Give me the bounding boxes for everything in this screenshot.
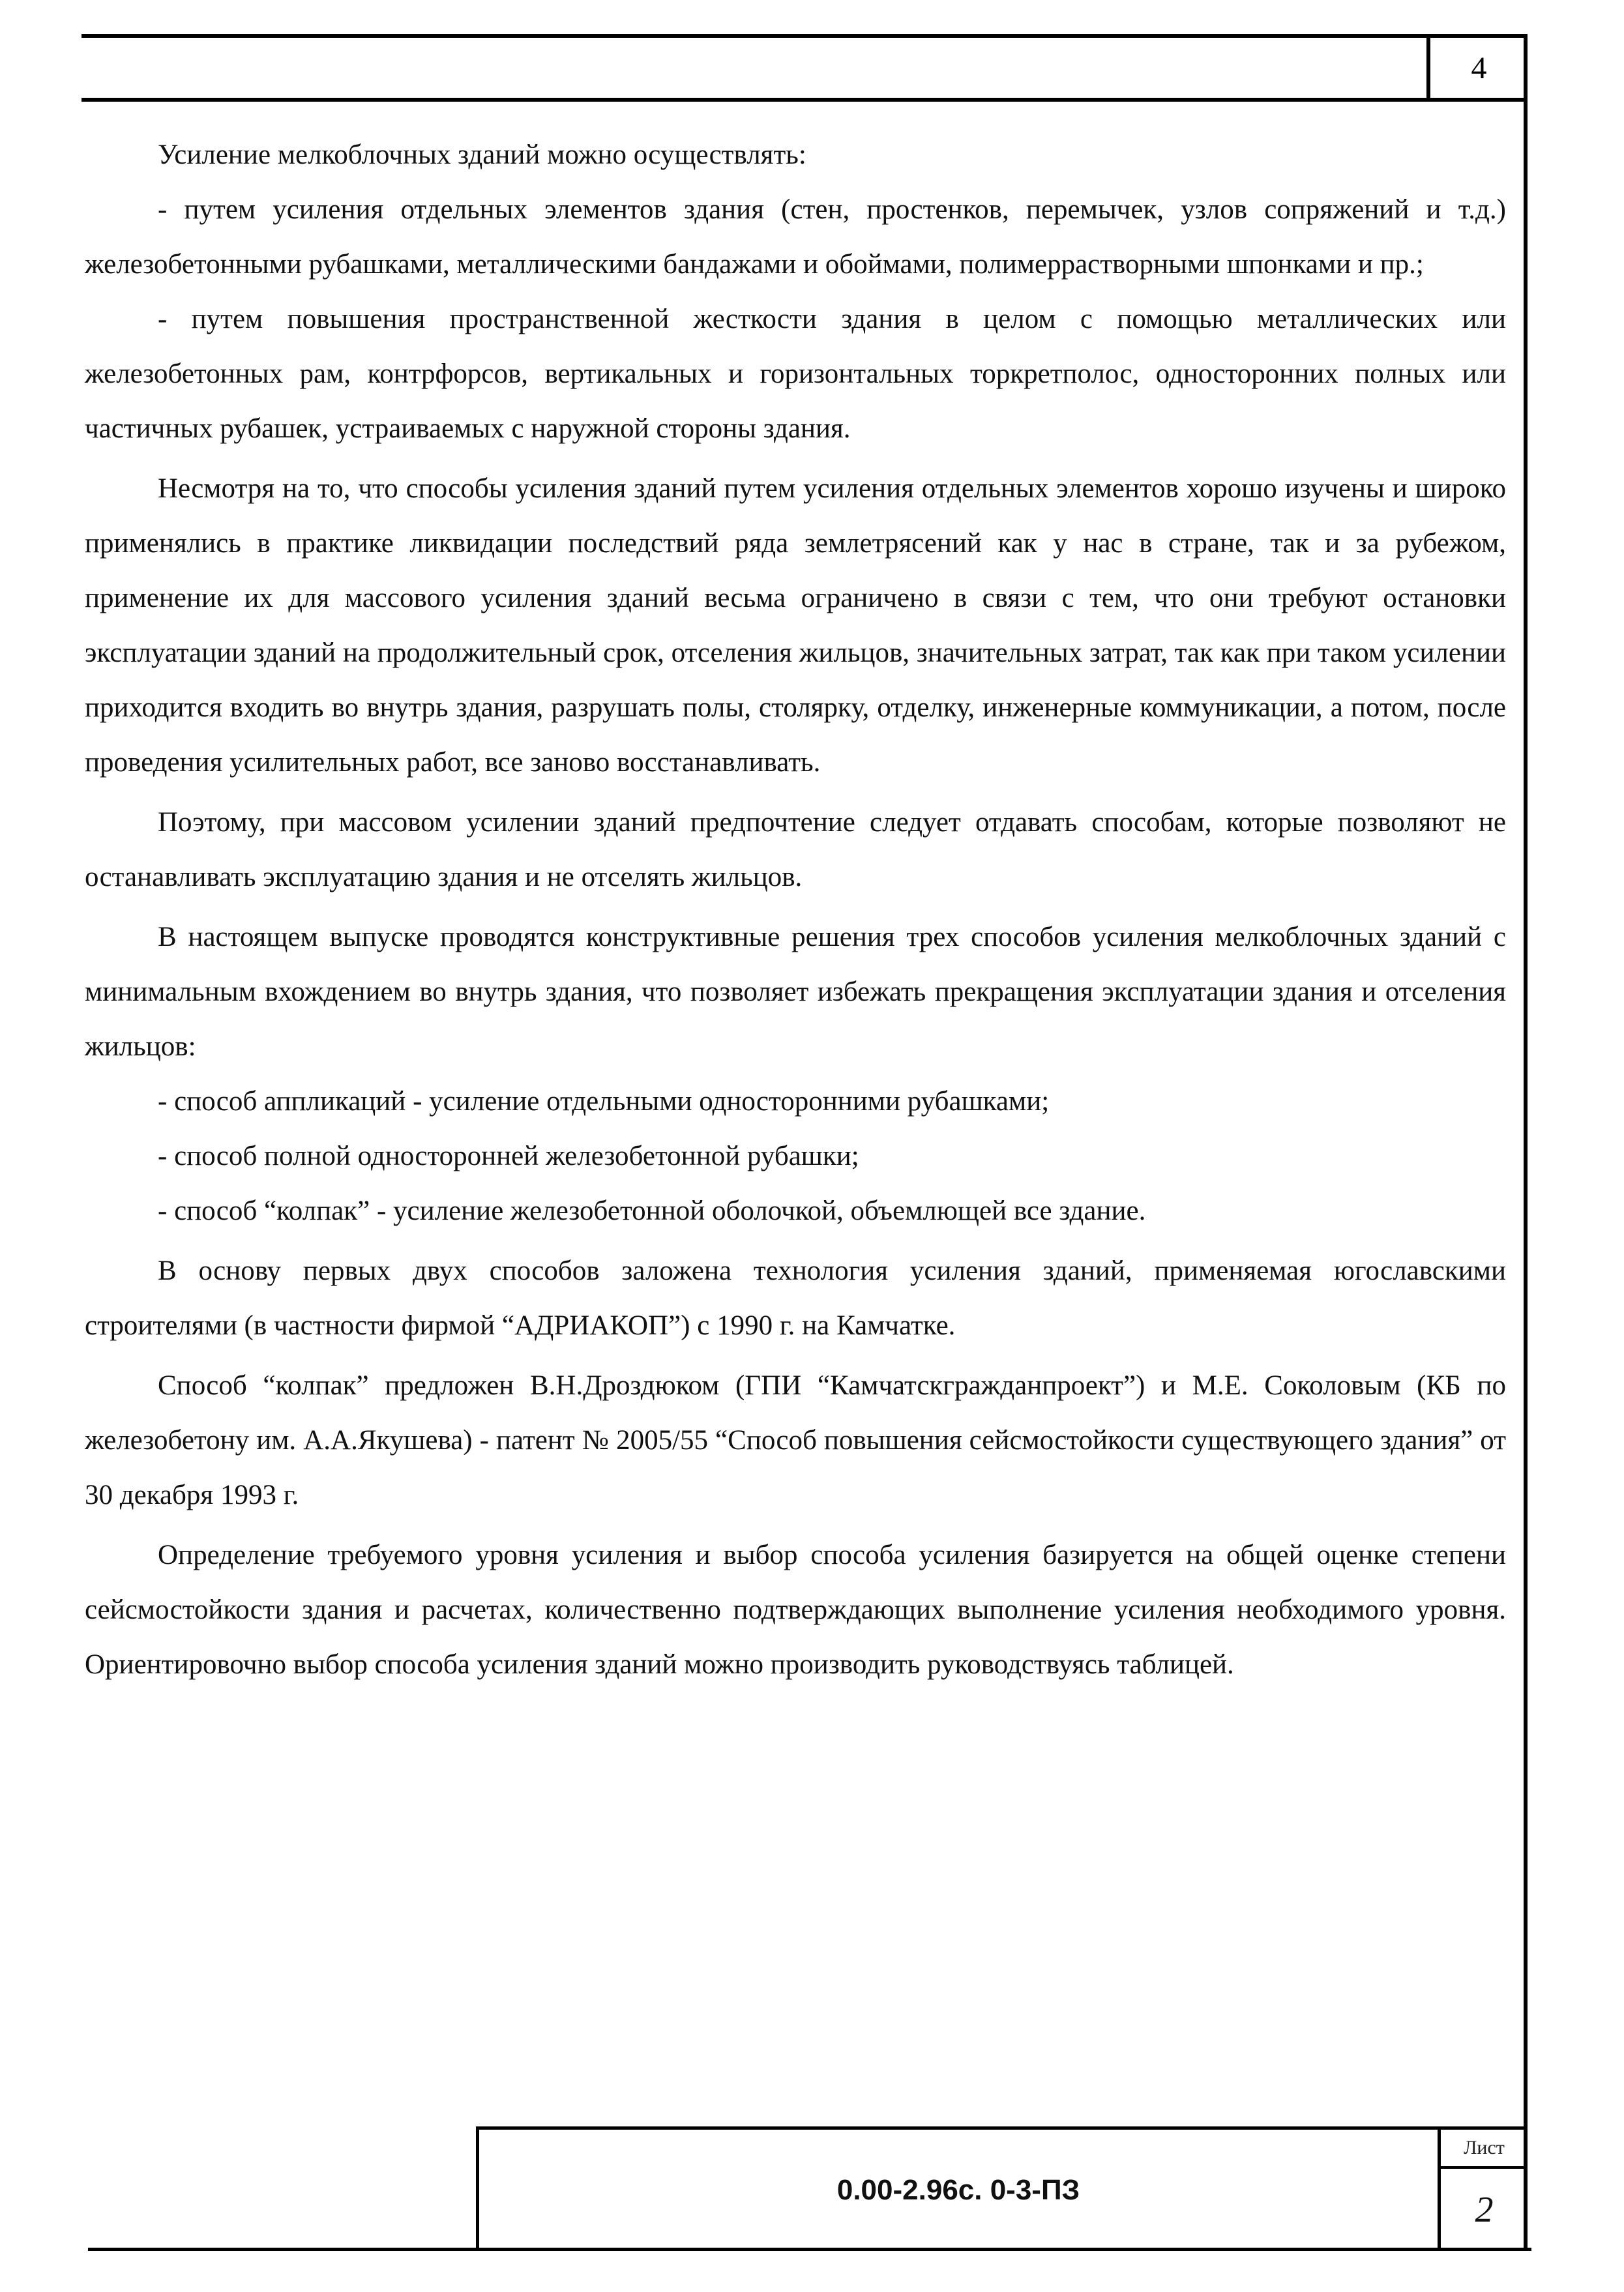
paragraph-method-rigidity: - путем повышения пространственной жесткости здания в целом с помощью металлических или железобетонных рам, контрфорсов, вертикальных и горизонтальных торкретполос, односторонних полных или частичных рубашек, устраиваемых с наружной стороны здания. xyxy=(85,304,1506,444)
sheet-label: Лист xyxy=(1441,2130,1528,2169)
document-body xyxy=(85,128,1506,1692)
paragraph-selection: Определение требуемого уровня усиления и выбор способа усиления базируется на общей оценке степени сейсмостойкости здания и расчетах, количественно подтверждающих выполнение усиления необходимого уровня. Ориентировочно выбор способа усиления зданий можно производить руководствуясь таблицей. xyxy=(85,1540,1506,1680)
list-item-applications: - способ аппликаций - усиление отдельными односторонними рубашками; xyxy=(158,1086,1050,1117)
bottom-rule xyxy=(88,2248,1531,2251)
paragraph-current-issue: В настоящем выпуске проводятся конструктивные решения трех способов усиления мелкоблочных зданий с минимальным вхождением во внутрь здания, что позволяет избежать прекращения эксплуатации здания и отселения жильцов: xyxy=(85,922,1506,1062)
title-block xyxy=(476,2126,1528,2250)
paragraph-patent: Способ “колпак” предложен В.Н.Дроздюком (ГПИ “Камчатскгражданпроект”) и М.Е. Соколовым (КБ по железобетону им. А.А.Якушева) - патент № 2005/55 “Способ повышения сейсмостойкости существующего здания” от 30 декабря 1993 г. xyxy=(85,1370,1506,1510)
paragraph-method-elements: - путем усиления отдельных элементов здания (стен, простенков, перемычек, узлов сопряжений и т.д.) железобетонными рубашками, металлическими бандажами и обоймами, полимеррастворными шпонками и пр.; xyxy=(85,194,1506,280)
list-item-full-jacket: - способ полной односторонней железобетонной рубашки; xyxy=(158,1141,859,1171)
sheet-cell xyxy=(1438,2130,1528,2250)
paragraph-intro: Усиление мелкоблочных зданий можно осуществлять: xyxy=(158,140,806,170)
document-code: 0.00-2.96с. 0-3-ПЗ xyxy=(836,2173,1080,2206)
page-number-box xyxy=(1426,34,1528,102)
paragraph-technology: В основу первых двух способов заложена технология усиления зданий, применяемая югославскими строителями (в частности фирмой “АДРИАКОП”) с 1990 г. на Камчатке. xyxy=(85,1256,1506,1341)
paragraph-limitations: Несмотря на то, что способы усиления зданий путем усиления отдельных элементов хорошо изучены и широко применялись в практике ликвидации последствий ряда землетрясений как у нас в стране, так и за рубежом, применение их для массового усиления зданий весьма ограничено в связи с тем, что они требуют остановки эксплуатации зданий на продолжительный срок, отселения жильцов, значительных затрат, так как при таком усилении приходится входить во внутрь здания, разрушать полы, столярку, отделку, инженерные коммуникации, а потом, после проведения усилительных работ, все заново восстанавливать. xyxy=(85,473,1506,778)
list-item-cap: - способ “колпак” - усиление железобетонной оболочкой, объемлющей все здание. xyxy=(158,1196,1146,1226)
top-rule xyxy=(81,98,1528,102)
sheet-number: 2 xyxy=(1475,2189,1494,2230)
paragraph-preference: Поэтому, при массовом усилении зданий предпочтение следует отдавать способам, которые позволяют не останавливать эксплуатацию здания и не отселять жильцов. xyxy=(85,807,1506,892)
page-number: 4 xyxy=(1471,50,1487,85)
